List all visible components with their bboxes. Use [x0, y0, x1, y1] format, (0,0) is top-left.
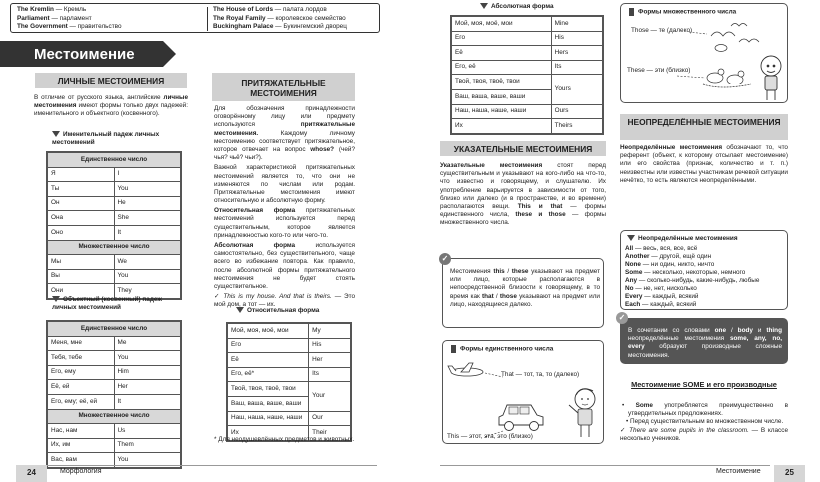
- table-row: Тебя, тебе You: [48, 351, 181, 366]
- label-that: That — тот, та, то (далеко): [501, 371, 580, 378]
- page-number-right: 25: [774, 465, 805, 482]
- table-row: Его His: [228, 338, 351, 353]
- indefinite-header: НЕОПРЕДЕЛЁННЫЕ МЕСТОИМЕНИЯ: [620, 114, 788, 140]
- table-row: Их Their: [228, 426, 351, 441]
- label-this: This — этот, эта, это (близко): [447, 433, 533, 440]
- nominative-title: Именительный падеж личных местоимений: [52, 131, 160, 147]
- personal-pronouns-header: ЛИЧНЫЕ МЕСТОИМЕНИЯ: [35, 73, 187, 88]
- absolute-form-table: [450, 15, 604, 135]
- table-subheader: Множественное число: [48, 240, 181, 255]
- indefinite-item: None — ни один, никто, ничто: [625, 261, 715, 269]
- table-subheader: Множественное число: [48, 409, 181, 424]
- table-subheader: Единственное число: [48, 322, 181, 337]
- ducks-icon: [703, 69, 751, 87]
- table-row: Меня, мне Me: [48, 336, 181, 351]
- singular-forms-illustration: [445, 355, 603, 443]
- absolute-form-title: Абсолютная форма: [480, 3, 600, 11]
- label-these: These — эти (близко): [627, 67, 691, 74]
- label-those: Those — те (далеко): [631, 27, 693, 34]
- some-section-text: • Some употребляется преимущественно в утвердительных предложениях. • Перед существительным во множественном числе. ✓ There are some pupils in the classroom. — В классе несколько учеников.: [620, 402, 788, 442]
- plural-forms-box: Формы множественного числа Those — те (далеко) These — эти (близко): [620, 3, 788, 103]
- footnote: * Для неодушевлённых предметов и животных.: [214, 436, 355, 443]
- objective-title: Объектный (косвенный) падеж личных местоимений: [52, 296, 162, 312]
- table-row: Оно It: [48, 225, 181, 240]
- vocab-entry: Buckingham Palace — Букингемский дворец: [213, 23, 347, 31]
- objective-table: [46, 320, 182, 469]
- table-row: Она She: [48, 211, 181, 226]
- table-row: Наш, наша, наше, наши Our: [228, 411, 351, 426]
- vocab-entry: Parliament — парламент: [17, 14, 92, 22]
- table-row: Нас, нам Us: [48, 424, 181, 439]
- table-row: Его His: [452, 31, 603, 46]
- vocab-entry: The House of Lords — палата лордов: [213, 6, 327, 13]
- some-section-title: Местоимение SOME и его производные: [631, 380, 777, 389]
- table-row: Твой, твоя, твоё, твои Your: [228, 382, 351, 397]
- table-row: Его, ему; её, ей It: [48, 394, 181, 409]
- indefinite-item: Every — каждый, всякий: [625, 293, 699, 301]
- vocabulary-box: [10, 3, 380, 33]
- footer-section-left: Морфология: [60, 468, 102, 475]
- page-number-left: 24: [16, 465, 47, 482]
- table-row: Его, её Its: [452, 60, 603, 75]
- table-row: Ты You: [48, 182, 181, 197]
- demonstrative-header: УКАЗАТЕЛЬНЫЕ МЕСТОИМЕНИЯ: [440, 141, 606, 156]
- table-row: Ваш, ваша, ваше, ваши: [452, 89, 603, 104]
- table-row: Мы We: [48, 255, 181, 270]
- indefinite-item: All — весь, вся, все, всё: [625, 245, 698, 252]
- table-row: Её Her: [228, 353, 351, 368]
- check-icon: ✓: [616, 312, 628, 324]
- indefinite-list: [625, 245, 785, 310]
- table-row: Я I: [48, 167, 181, 182]
- table-row: Мой, моя, моё, мои My: [228, 324, 351, 339]
- indefinite-callout: ✓ В сочетании со словами one / body и thing неопределённые местоимения some, any, no, every образуют производные сложные местоимения.: [620, 318, 788, 364]
- table-row: Ваш, ваша, ваше, ваши: [228, 396, 351, 411]
- table-subheader: Единственное число: [48, 153, 181, 168]
- table-row: Наш, наша, наше, наши Ours: [452, 104, 603, 119]
- check-icon: ✓: [439, 253, 451, 265]
- nominative-table: [46, 151, 182, 300]
- table-row: Их Theirs: [452, 119, 603, 134]
- relative-form-table: [226, 322, 352, 442]
- table-row: Её, ей Her: [48, 380, 181, 395]
- possessive-header: ПРИТЯЖАТЕЛЬНЫЕ МЕСТОИМЕНИЯ: [212, 73, 355, 101]
- vocabulary-left-column: [17, 6, 122, 32]
- indefinite-item: Each — каждый, всякий: [625, 301, 697, 309]
- footer-section-right: Местоимение: [716, 468, 761, 475]
- indefinite-item: No — не, нет, нисколько: [625, 285, 697, 293]
- vocab-entry: The Kremlin — Кремль: [17, 6, 87, 13]
- birds-icon: [711, 24, 759, 52]
- table-row: Их, им Them: [48, 438, 181, 453]
- vocab-entry: The Government — правительство: [17, 23, 122, 31]
- indefinite-list-box: Неопределённые местоимения All — весь, вся, все, всё Another — другой, ещё один None — ни один, никто, ничто Some — несколько, некоторые, немного Any — сколько-нибудь, какие-нибудь, любые No — не, нет, нисколько Every — каждый, всякий Each — каждый, всякий: [620, 230, 788, 310]
- indefinite-item: Any — сколько-нибудь, какие-нибудь, любые: [625, 277, 760, 285]
- page-title: Местоимение: [0, 41, 163, 67]
- possessive-text: Для обозначения принадлежности оговорённому лицу или предмету используются притяжательные местоимения. Каждому личному местоимению соответствует притяжательное, которое отвечает на вопрос whose? (чей? чья? чьё? чьи?). Важной характеристикой притяжательных местоимений является то, что они не изменяются по числам или родам. Притяжательные местоимения имеют относительную и абсолютную форму. Относительная форма притяжательных местоимений используется перед существительным, которое является принадлежностью кого-то или чего-то. Абсолютная форма используется самостоятельно, без существительного, чаще всего во избежание повтора. Как правило, после абсолютной формы притяжательного местоимения не будет стоять существительное. ✓ This is my house. And that is theirs. — Это мой дом, а тот — их.: [214, 105, 356, 309]
- demonstrative-callout: ✓ Местоимения this / these указывают на предмет или лицо, которые располагаются в непосредственной близости к говорящему, в то время как that / those указывают на предмет или лицо, находящиеся далеко.: [442, 258, 604, 328]
- table-row: Мой, моя, моё, мои Mine: [452, 17, 603, 32]
- airplane-icon: [448, 363, 503, 377]
- table-row: Вас, вам You: [48, 453, 181, 468]
- boy-figure-icon: [761, 56, 781, 100]
- vocabulary-right-column: [213, 6, 347, 32]
- vocab-entry: The Royal Family — королевское семейство: [213, 14, 346, 22]
- indefinite-text: Неопределённые местоимения обозначают то, что референт (объект, к которому отсылает местоимение) или его свойства (признак, количество и т. п.) неизвестны или известны участникам речевой ситуации нечётко, то есть являются неопределёнными.: [620, 144, 788, 184]
- demonstrative-text: Указательные местоимения стоят перед существительным и указывают на кого-либо на что-то, что известно и говорящему, и слушателю. Их употребление варьируется в зависимости от того, близко или далеко (и в пространстве, и во времени) располагаются вещи. This и that — формы единственного числа, these и those — формы множественного числа.: [440, 162, 607, 227]
- table-row: Его, ему Him: [48, 365, 181, 380]
- table-row: Они They: [48, 284, 181, 299]
- boy-figure-icon: [569, 389, 595, 437]
- singular-forms-box: Формы единственного числа That — тот, та, то (далеко) This — этот, эта, это (близко): [442, 340, 604, 444]
- table-row: Твой, твоя, твоё, твои Yours: [452, 75, 603, 90]
- indefinite-item: Some — несколько, некоторые, немного: [625, 269, 746, 277]
- indefinite-item: Another — другой, ещё один: [625, 253, 712, 261]
- table-row: Вы You: [48, 269, 181, 284]
- relative-form-title: Относительная форма: [236, 307, 356, 315]
- table-row: Его, её* Its: [228, 367, 351, 382]
- personal-intro: В отличие от русского языка, английские личные местоимения имеют формы только двух падежей: именительного и объектного (косвенного).: [34, 94, 188, 118]
- table-row: Её Hers: [452, 46, 603, 61]
- table-row: Он He: [48, 196, 181, 211]
